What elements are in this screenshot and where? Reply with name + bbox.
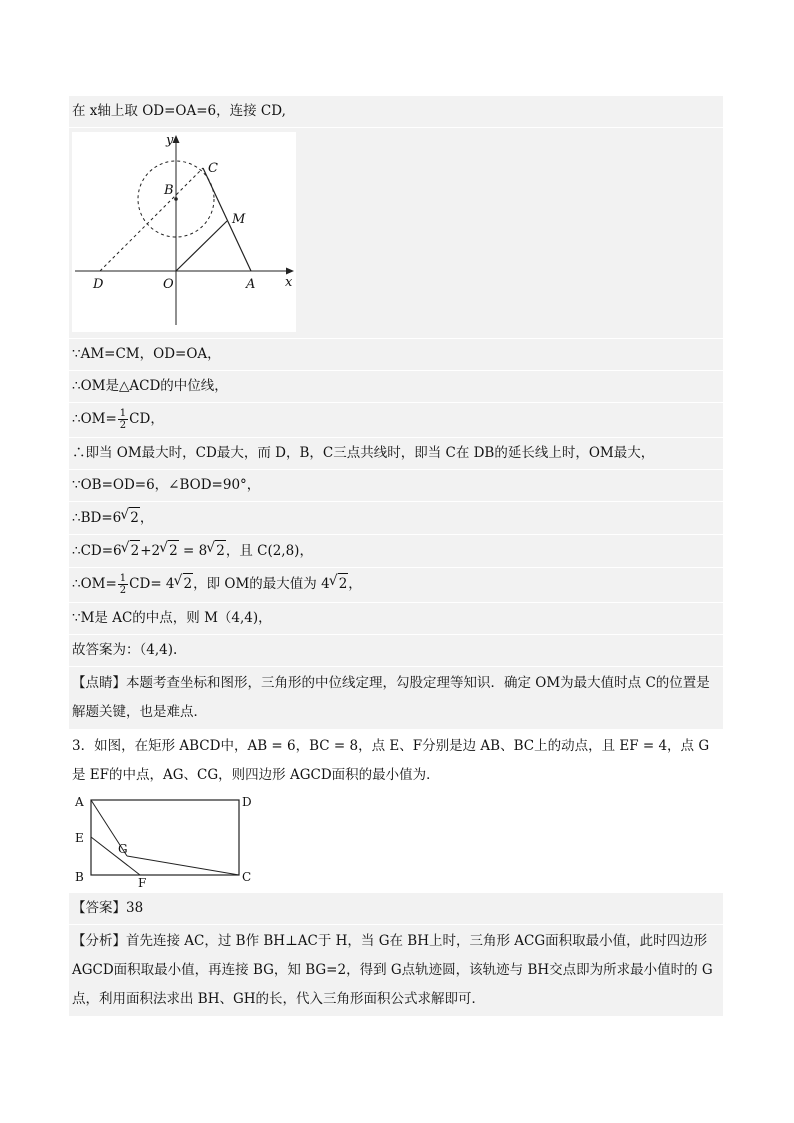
label-a: A [246,277,256,292]
om-equals: ∴OM= [72,411,117,427]
label-c2: C [242,870,252,884]
label-d: D [93,277,104,292]
rectangle-abcd [91,800,239,875]
label-x: x [285,275,293,290]
rectangle-figure [73,795,273,887]
label-d2: D [242,795,252,809]
segment-ef [91,837,140,875]
y-arrow [173,135,180,143]
segment-dc-dashed [100,168,203,271]
segment-om [176,221,227,271]
text-line-6: ∵OB=OD=6，∠BOD=90°， [69,470,723,502]
text-line-8: ∴CD=6√ 2+2√ 2 = 8√ 2，且 C(2,8)， [69,535,723,568]
coordinate-figure [72,132,296,328]
text-line-3: ∴OM是△ACD的中位线， [69,371,723,403]
analysis-paragraph: 【分析】首先连接 AC，过 B作 BH⊥AC于 H，当 G在 BH上时，三角形 ACG面积取最小值，此时四边形 AGCD面积取最小值，再连接 BG，知 BG=2，得到 G点轨迹圆，该轨迹与 BH交点即为所求最小值时的 G点，利用面积法求出 BH、GH的长，代入三角形面积公式求解即可． [69,925,723,1017]
text-line-9: ∴OM= $\frac{1}{2}$ CD= 4√ 2，即 OM的最大值为 4√ 2， [69,568,723,603]
key-point-note: 【点睛】本题考查坐标和图形，三角形的中位线定理，勾股定理等知识．确定 OM为最大值时点 C的位置是解题关键，也是难点． [69,667,723,730]
label-o: O [163,277,174,292]
x-arrow [286,268,294,275]
segment-gc [127,856,239,875]
answer-line: 【答案】38 [69,893,723,925]
text-line-4: ∴OM= $\frac{1}{2}$ CD， [69,403,723,438]
document-body [69,96,723,1017]
label-e2: E [75,831,84,845]
label-b2: B [75,870,84,884]
text-line-11: 故答案为：（4,4). [69,635,723,667]
text-line-2: ∵AM=CM，OD=OA， [69,339,723,371]
label-g2: G [118,842,128,856]
label-m: M [232,212,246,227]
label-c: C [208,161,218,176]
label-b: B [164,183,174,198]
figure-2-container [69,793,723,893]
text-line-1: 在 x轴上取 OD=OA=6，连接 CD, [69,96,723,128]
fraction-half: $\frac{1}{2}$ [119,408,127,431]
text-line-5: ∴即当 OM最大时，CD最大，而 D，B，C三点共线时，即当 C在 DB的延长线上时，OM最大， [69,438,723,470]
text-line-7: ∴BD=6√ 2， [69,502,723,535]
label-f2: F [138,876,147,887]
point-b [174,197,178,201]
label-y: y [166,133,174,148]
question-3: 3．如图，在矩形 ABCD中，AB = 6，BC = 8，点 E、F分别是边 AB、BC上的动点，且 EF = 4，点 G是 EF的中点，AG、CG，则四边形 AGCD面积的最小值为． [69,730,723,793]
figure-1-container [69,128,723,339]
text-line-10: ∵M是 AC的中点，则 M（4,4)， [69,603,723,635]
label-a2: A [75,795,84,809]
sqrt-2: √ 2 [129,507,140,528]
